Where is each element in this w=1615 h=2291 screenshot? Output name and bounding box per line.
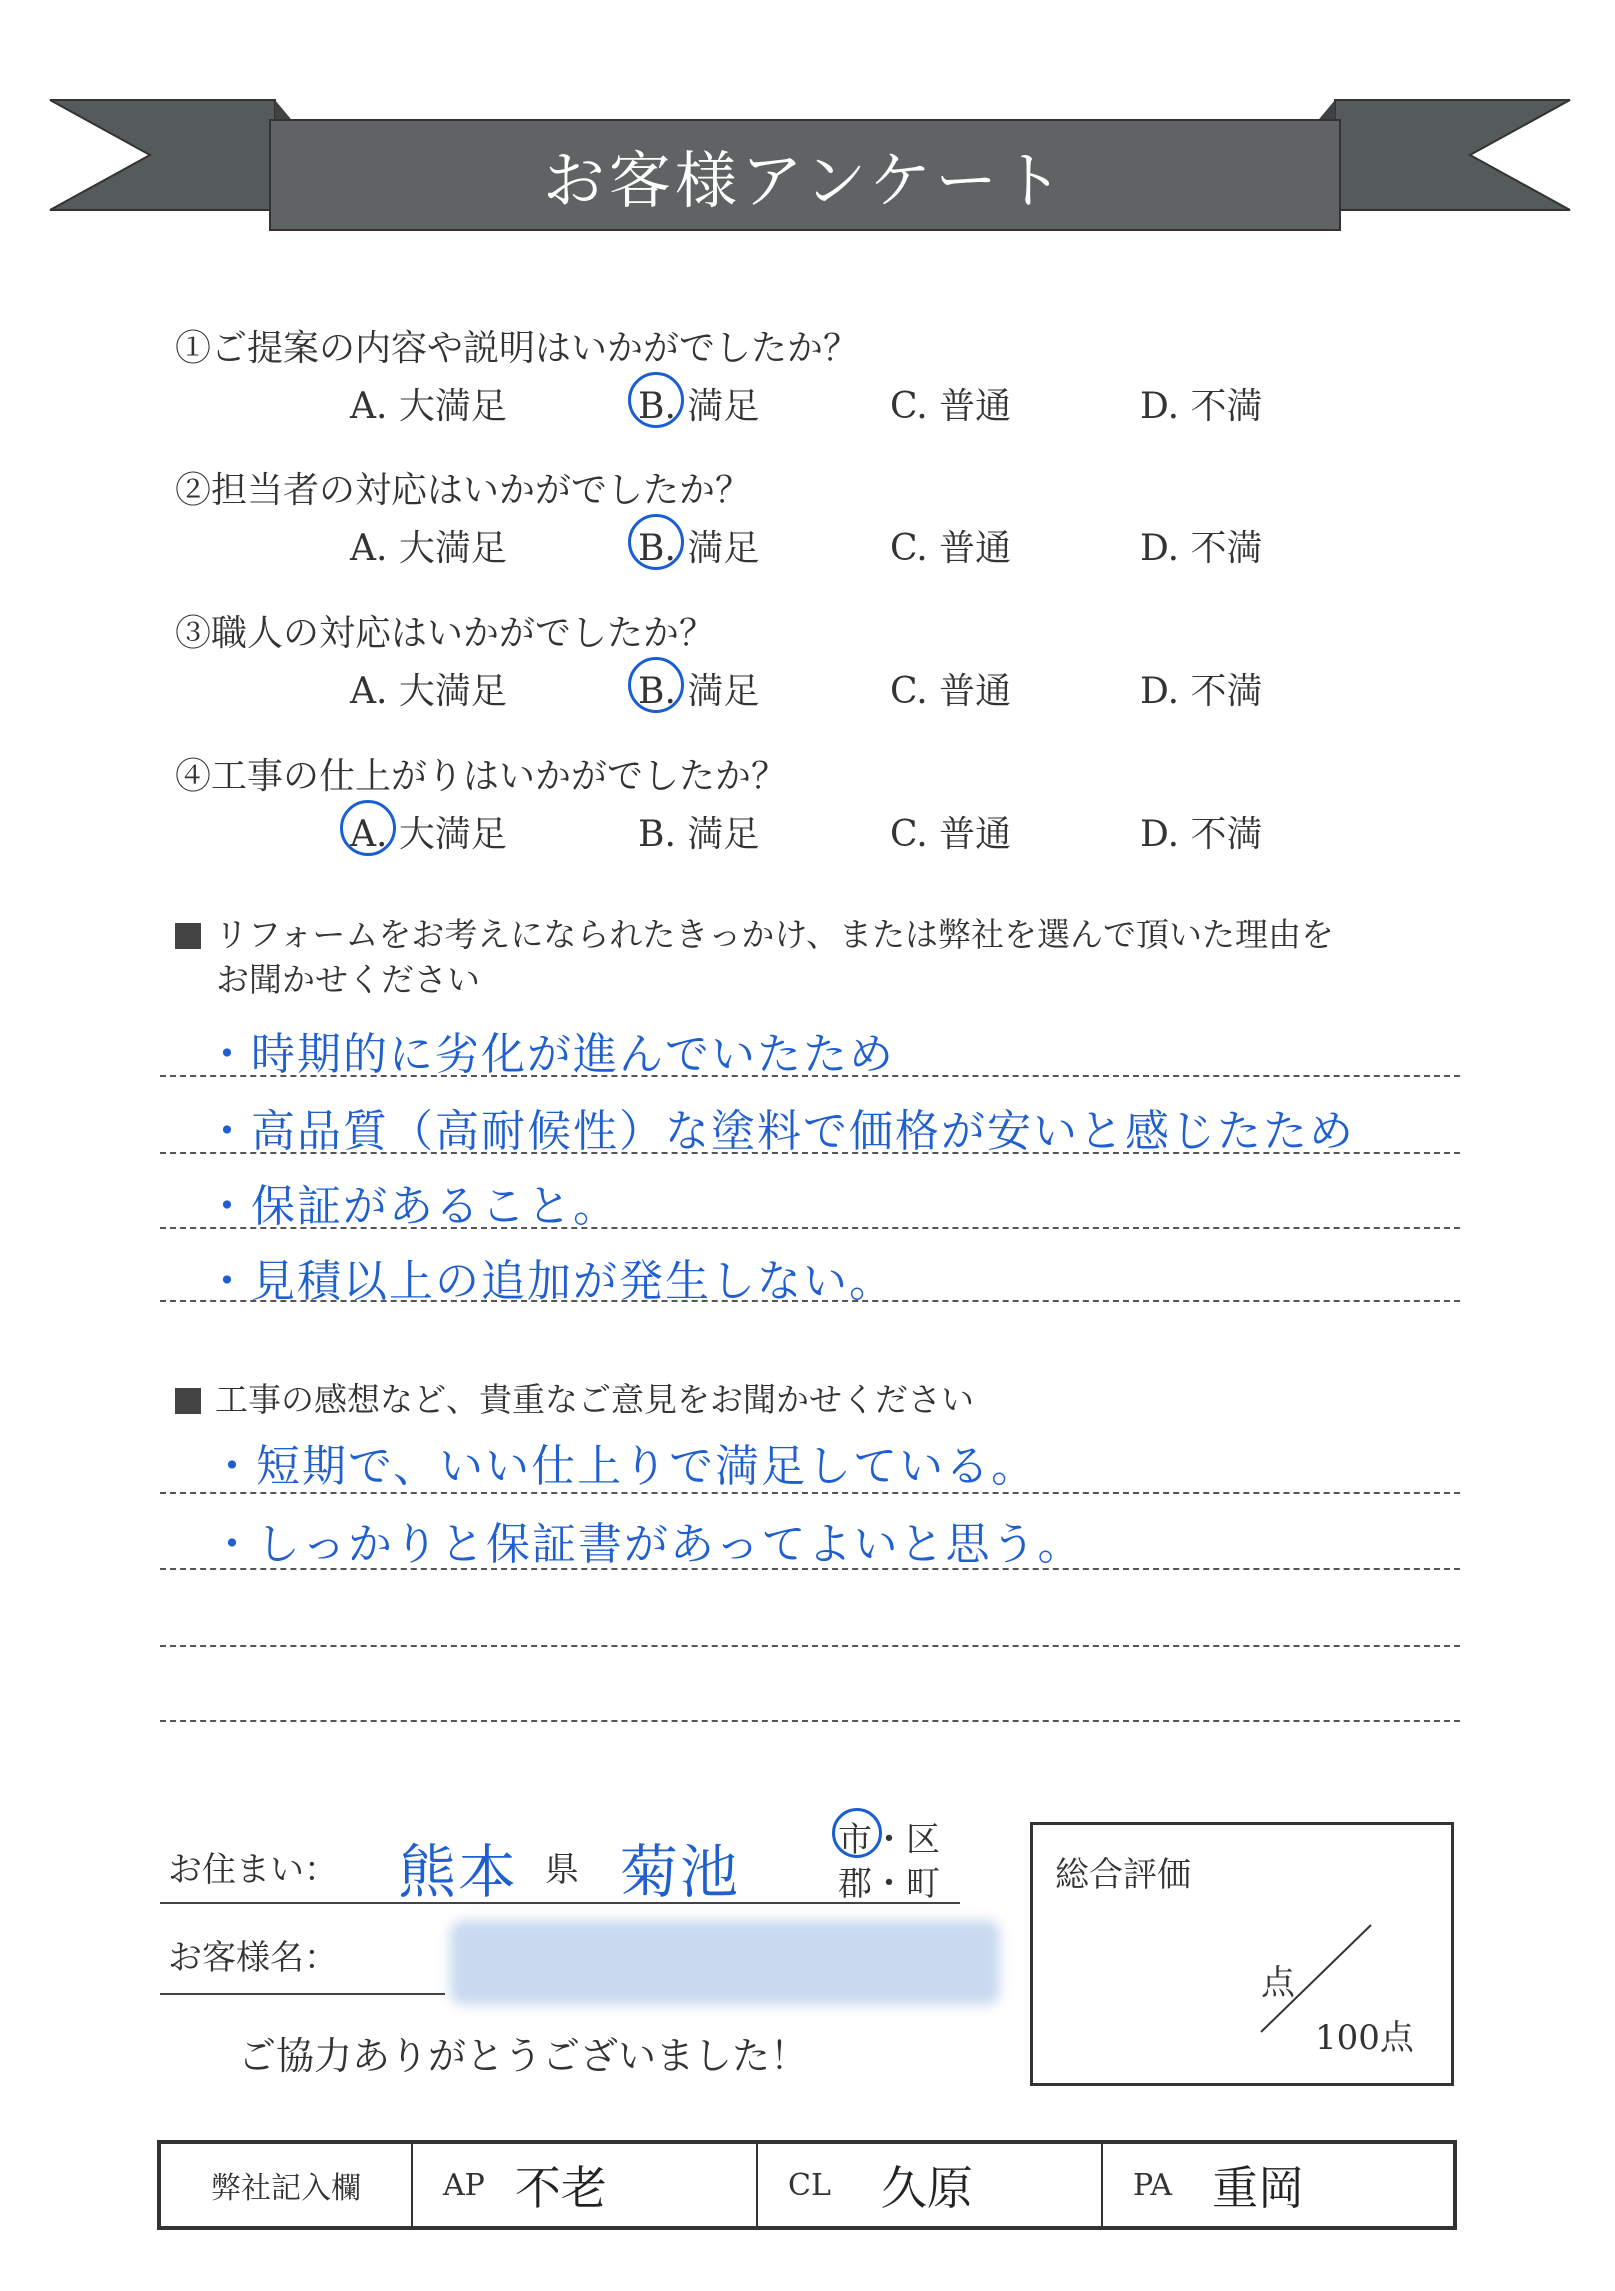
section1-answer: ・時期的に劣化が進んでいたため	[205, 1029, 895, 1080]
selection-circle	[628, 372, 684, 428]
answer-line	[160, 1152, 1460, 1154]
staff-header: 弊社記入欄	[161, 2144, 413, 2226]
section2-answer: ・しっかりと保証書があってよいと思う。	[210, 1519, 1084, 1570]
option-a[interactable]: A. 大満足	[350, 814, 507, 855]
section1-heading: リフォームをお考えになられたきっかけ、または弊社を選んで頂いた理由を	[175, 910, 1334, 960]
city-option: 市 ・区	[838, 1812, 940, 1861]
option-c[interactable]: C. 普通	[890, 671, 1012, 712]
address-label: お住まい：	[168, 1850, 338, 1890]
town-option: 郡・町	[838, 1864, 940, 1904]
section1-heading-line2: お聞かせください	[216, 960, 480, 999]
address-underline	[160, 1902, 960, 1904]
prefecture-value: 熊本	[398, 1838, 519, 1906]
option-c[interactable]: C. 普通	[890, 814, 1012, 855]
selection-circle	[628, 657, 684, 713]
pa-cell: PA 重岡	[1133, 2161, 1305, 2215]
answer-line	[160, 1075, 1460, 1077]
ap-cell: AP 不老	[413, 2144, 758, 2226]
option-a[interactable]: A. 大満足	[350, 671, 507, 712]
answer-line	[160, 1300, 1460, 1302]
question-text: ③職人の対応はいかがでしたか？	[175, 613, 716, 654]
staff-entry-table	[157, 2140, 1457, 2230]
customer-name-label: お客様名：	[168, 1938, 338, 1978]
answer-line	[160, 1492, 1460, 1494]
section1-answer: ・保証があること。	[205, 1181, 619, 1232]
square-bullet-icon	[175, 923, 201, 949]
selection-circle	[832, 1808, 882, 1858]
option-c[interactable]: C. 普通	[890, 386, 1012, 427]
question-text: ①ご提案の内容や説明はいかがでしたか？	[175, 328, 860, 369]
score-max: 100点	[1315, 2018, 1414, 2058]
answer-line	[160, 1227, 1460, 1229]
answer-line	[160, 1568, 1460, 1570]
selection-circle	[628, 514, 684, 570]
option-d[interactable]: D. 不満	[1140, 814, 1263, 855]
name-underline	[160, 1993, 445, 1995]
prefecture-suffix: 県	[545, 1850, 579, 1890]
option-d[interactable]: D. 不満	[1140, 528, 1263, 569]
section1-answer: ・見積以上の追加が発生しない。	[205, 1256, 895, 1307]
section2-heading: 工事の感想など、貴重なご意見をお聞かせください	[175, 1375, 974, 1425]
question-text: ②担当者の対応はいかがでしたか？	[175, 470, 752, 511]
option-d[interactable]: D. 不満	[1140, 386, 1263, 427]
section2-answer: ・短期で、いい仕上りで満足している。	[210, 1441, 1038, 1492]
square-bullet-icon	[175, 1388, 201, 1414]
option-a[interactable]: A. 大満足	[350, 386, 507, 427]
score-unit: 点	[1261, 1963, 1295, 2003]
option-b[interactable]: B. 満足	[638, 814, 760, 855]
option-d[interactable]: D. 不満	[1140, 671, 1263, 712]
answer-line	[160, 1720, 1460, 1722]
score-label: 総合評価	[1055, 1855, 1191, 1895]
page-title: お客様アンケート	[542, 143, 1068, 217]
question-text: ④工事の仕上がりはいかがでしたか？	[175, 756, 788, 797]
answer-line	[160, 1645, 1460, 1647]
redacted-name	[450, 1920, 1000, 2005]
section1-answer: ・高品質（高耐候性）な塗料で価格が安いと感じたため	[205, 1106, 1355, 1157]
selection-circle	[340, 800, 396, 856]
option-b[interactable]: B. 満足	[638, 386, 760, 427]
city-value: 菊池	[620, 1838, 741, 1906]
option-a[interactable]: A. 大満足	[350, 528, 507, 569]
option-b[interactable]: B. 満足	[638, 528, 760, 569]
option-b[interactable]: B. 満足	[638, 671, 760, 712]
cl-cell: CL 久原	[758, 2144, 1103, 2226]
option-c[interactable]: C. 普通	[890, 528, 1012, 569]
thanks-message: ご協力ありがとうございました！	[238, 2034, 809, 2078]
score-box	[1030, 1822, 1454, 2086]
